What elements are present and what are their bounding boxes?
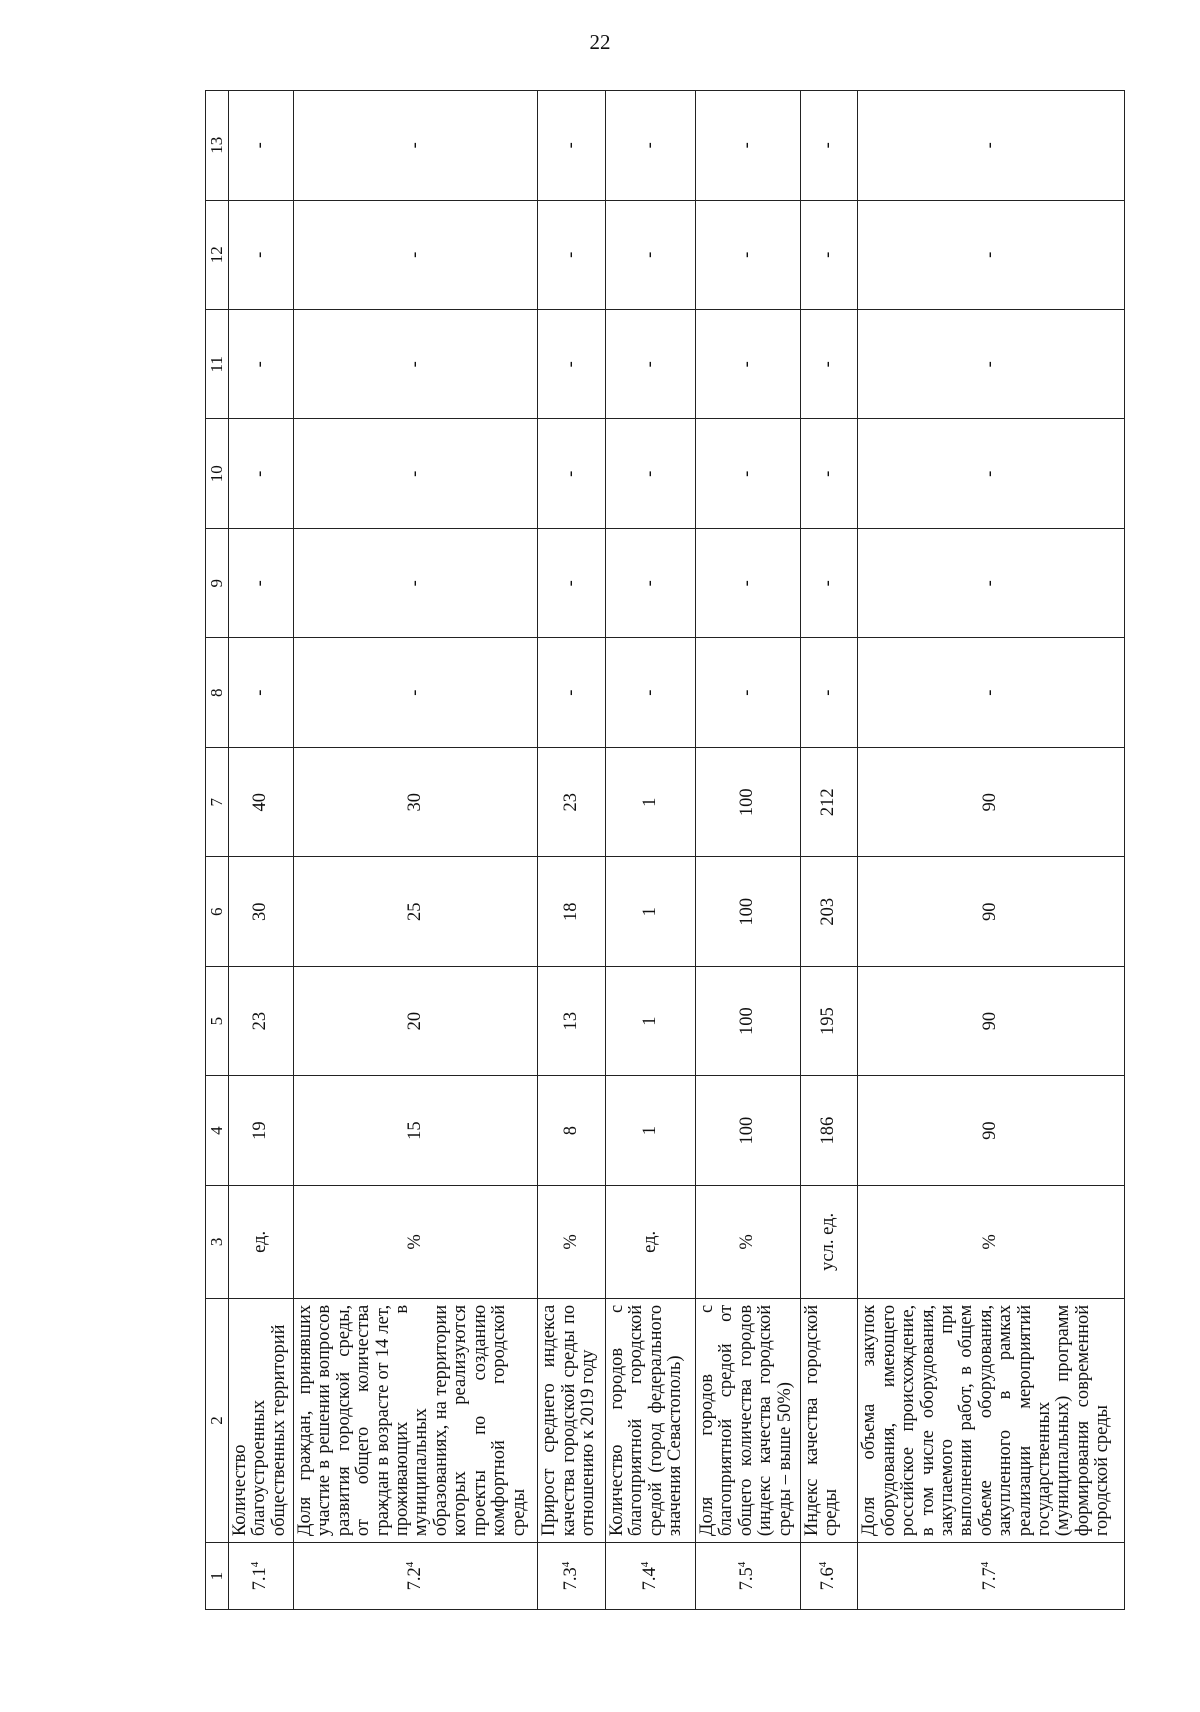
row-code: [293, 1543, 537, 1610]
row-code-text: 7.3: [560, 1567, 581, 1591]
value-cell: -: [229, 638, 294, 747]
value-cell: 23: [229, 966, 294, 1075]
value-cell: -: [696, 638, 801, 747]
value-cell: -: [800, 200, 857, 309]
header-row: [206, 91, 229, 1610]
value-cell: -: [858, 419, 1125, 528]
row-description: Доля городов с благоприятной средой от общего количества городов (индекс качества городской среды – выше 50%): [696, 1298, 801, 1542]
footnote-marker: 4: [979, 1561, 992, 1568]
value-cell: -: [538, 419, 606, 528]
value-cell: -: [858, 200, 1125, 309]
footnote-marker: 4: [559, 1561, 572, 1568]
value-cell: -: [229, 310, 294, 419]
value-cell: 212: [800, 747, 857, 856]
page-number: 22: [589, 30, 611, 54]
rotated-table: [205, 90, 1125, 1610]
value-cell: 40: [229, 747, 294, 856]
table-row: [800, 91, 857, 1610]
value-cell: 195: [800, 966, 857, 1075]
header-cell: 13: [206, 91, 229, 201]
value-cell: -: [800, 419, 857, 528]
header-cell: 12: [206, 200, 229, 309]
value-cell: -: [293, 419, 537, 528]
row-unit: %: [696, 1185, 801, 1298]
row-unit: ед.: [605, 1185, 695, 1298]
value-cell: 1: [605, 966, 695, 1075]
value-cell: 13: [538, 966, 606, 1075]
value-cell: 30: [229, 857, 294, 966]
row-description: Доля граждан, принявших участие в решении вопросов развития городской среды, от общего количества граждан в возрасте от 14 лет, проживающих в муниципальных образованиях, на территории которых реализуются проекты по созданию комфортной городской среды: [293, 1298, 537, 1542]
rotated-table-container: [205, 90, 1125, 1610]
value-cell: 23: [538, 747, 606, 856]
value-cell: -: [605, 310, 695, 419]
value-cell: 1: [605, 857, 695, 966]
header-cell: 9: [206, 528, 229, 637]
table-row: [293, 91, 537, 1610]
row-code: [605, 1543, 695, 1610]
value-cell: 90: [858, 966, 1125, 1075]
header-cell: 2: [206, 1298, 229, 1542]
row-description: Количество благоустроенных общественных территорий: [229, 1298, 294, 1542]
header-cell: 10: [206, 419, 229, 528]
value-cell: -: [800, 91, 857, 201]
value-cell: -: [696, 419, 801, 528]
value-cell: 186: [800, 1076, 857, 1185]
row-description: Количество городов с благоприятной городской средой (город федерального значения Севастополь): [605, 1298, 695, 1542]
value-cell: -: [293, 528, 537, 637]
value-cell: -: [605, 200, 695, 309]
value-cell: -: [800, 528, 857, 637]
value-cell: 100: [696, 966, 801, 1075]
row-code-text: 7.1: [250, 1567, 271, 1591]
value-cell: -: [858, 91, 1125, 201]
value-cell: 25: [293, 857, 537, 966]
value-cell: -: [858, 310, 1125, 419]
value-cell: 90: [858, 857, 1125, 966]
value-cell: -: [800, 310, 857, 419]
value-cell: -: [538, 310, 606, 419]
value-cell: 18: [538, 857, 606, 966]
table-row: [605, 91, 695, 1610]
value-cell: 90: [858, 747, 1125, 856]
row-unit: %: [538, 1185, 606, 1298]
row-code-text: 7.4: [639, 1567, 660, 1591]
row-code: [858, 1543, 1125, 1610]
value-cell: 100: [696, 747, 801, 856]
row-code: [696, 1543, 801, 1610]
value-cell: 203: [800, 857, 857, 966]
row-unit: %: [293, 1185, 537, 1298]
table-row: [229, 91, 294, 1610]
row-code: [229, 1543, 294, 1610]
value-cell: -: [538, 91, 606, 201]
value-cell: -: [605, 419, 695, 528]
value-cell: -: [605, 638, 695, 747]
row-description: Индекс качества городской среды: [800, 1298, 857, 1542]
value-cell: 19: [229, 1076, 294, 1185]
value-cell: -: [229, 528, 294, 637]
value-cell: -: [538, 200, 606, 309]
header-cell: 4: [206, 1076, 229, 1185]
value-cell: -: [293, 310, 537, 419]
table-row: [696, 91, 801, 1610]
value-cell: 100: [696, 1076, 801, 1185]
row-unit: усл. ед.: [800, 1185, 857, 1298]
footnote-marker: 4: [249, 1561, 262, 1568]
row-code-text: 7.6: [818, 1567, 839, 1591]
value-cell: 1: [605, 1076, 695, 1185]
value-cell: -: [696, 310, 801, 419]
row-code-text: 7.2: [404, 1567, 425, 1591]
row-code: [538, 1543, 606, 1610]
header-cell: 5: [206, 966, 229, 1075]
header-cell: 6: [206, 857, 229, 966]
value-cell: -: [800, 638, 857, 747]
footnote-marker: 4: [736, 1561, 749, 1568]
value-cell: 20: [293, 966, 537, 1075]
value-cell: 15: [293, 1076, 537, 1185]
header-cell: 1: [206, 1543, 229, 1610]
value-cell: 100: [696, 857, 801, 966]
value-cell: -: [229, 200, 294, 309]
header-cell: 11: [206, 310, 229, 419]
footnote-marker: 4: [638, 1561, 651, 1568]
row-description: Доля объема закупок оборудования, имеющего российское происхождение, в том числе оборудования, закупаемого при выполнении работ, в общем объеме оборудования, закупленного в рамках реализации мероприятий государственных (муниципальных) программ формирования современной городской среды: [858, 1298, 1125, 1542]
row-description: Прирост среднего индекса качества городской среды по отношению к 2019 году: [538, 1298, 606, 1542]
header-cell: 3: [206, 1185, 229, 1298]
value-cell: -: [293, 200, 537, 309]
value-cell: -: [696, 200, 801, 309]
value-cell: -: [858, 528, 1125, 637]
indicators-table: [205, 90, 1125, 1610]
row-code-text: 7.5: [737, 1567, 758, 1591]
value-cell: -: [293, 638, 537, 747]
value-cell: 1: [605, 747, 695, 856]
footnote-marker: 4: [403, 1561, 416, 1568]
row-unit: ед.: [229, 1185, 294, 1298]
value-cell: -: [696, 91, 801, 201]
value-cell: 8: [538, 1076, 606, 1185]
value-cell: -: [229, 91, 294, 201]
value-cell: -: [538, 638, 606, 747]
value-cell: -: [229, 419, 294, 528]
value-cell: -: [605, 91, 695, 201]
table-row: [538, 91, 606, 1610]
value-cell: 90: [858, 1076, 1125, 1185]
header-cell: 7: [206, 747, 229, 856]
value-cell: -: [696, 528, 801, 637]
value-cell: 30: [293, 747, 537, 856]
row-code-text: 7.7: [980, 1567, 1001, 1591]
value-cell: -: [858, 638, 1125, 747]
value-cell: -: [538, 528, 606, 637]
header-cell: 8: [206, 638, 229, 747]
footnote-marker: 4: [817, 1561, 830, 1568]
value-cell: -: [293, 91, 537, 201]
row-code: [800, 1543, 857, 1610]
table-row: [858, 91, 1125, 1610]
value-cell: -: [605, 528, 695, 637]
row-unit: %: [858, 1185, 1125, 1298]
